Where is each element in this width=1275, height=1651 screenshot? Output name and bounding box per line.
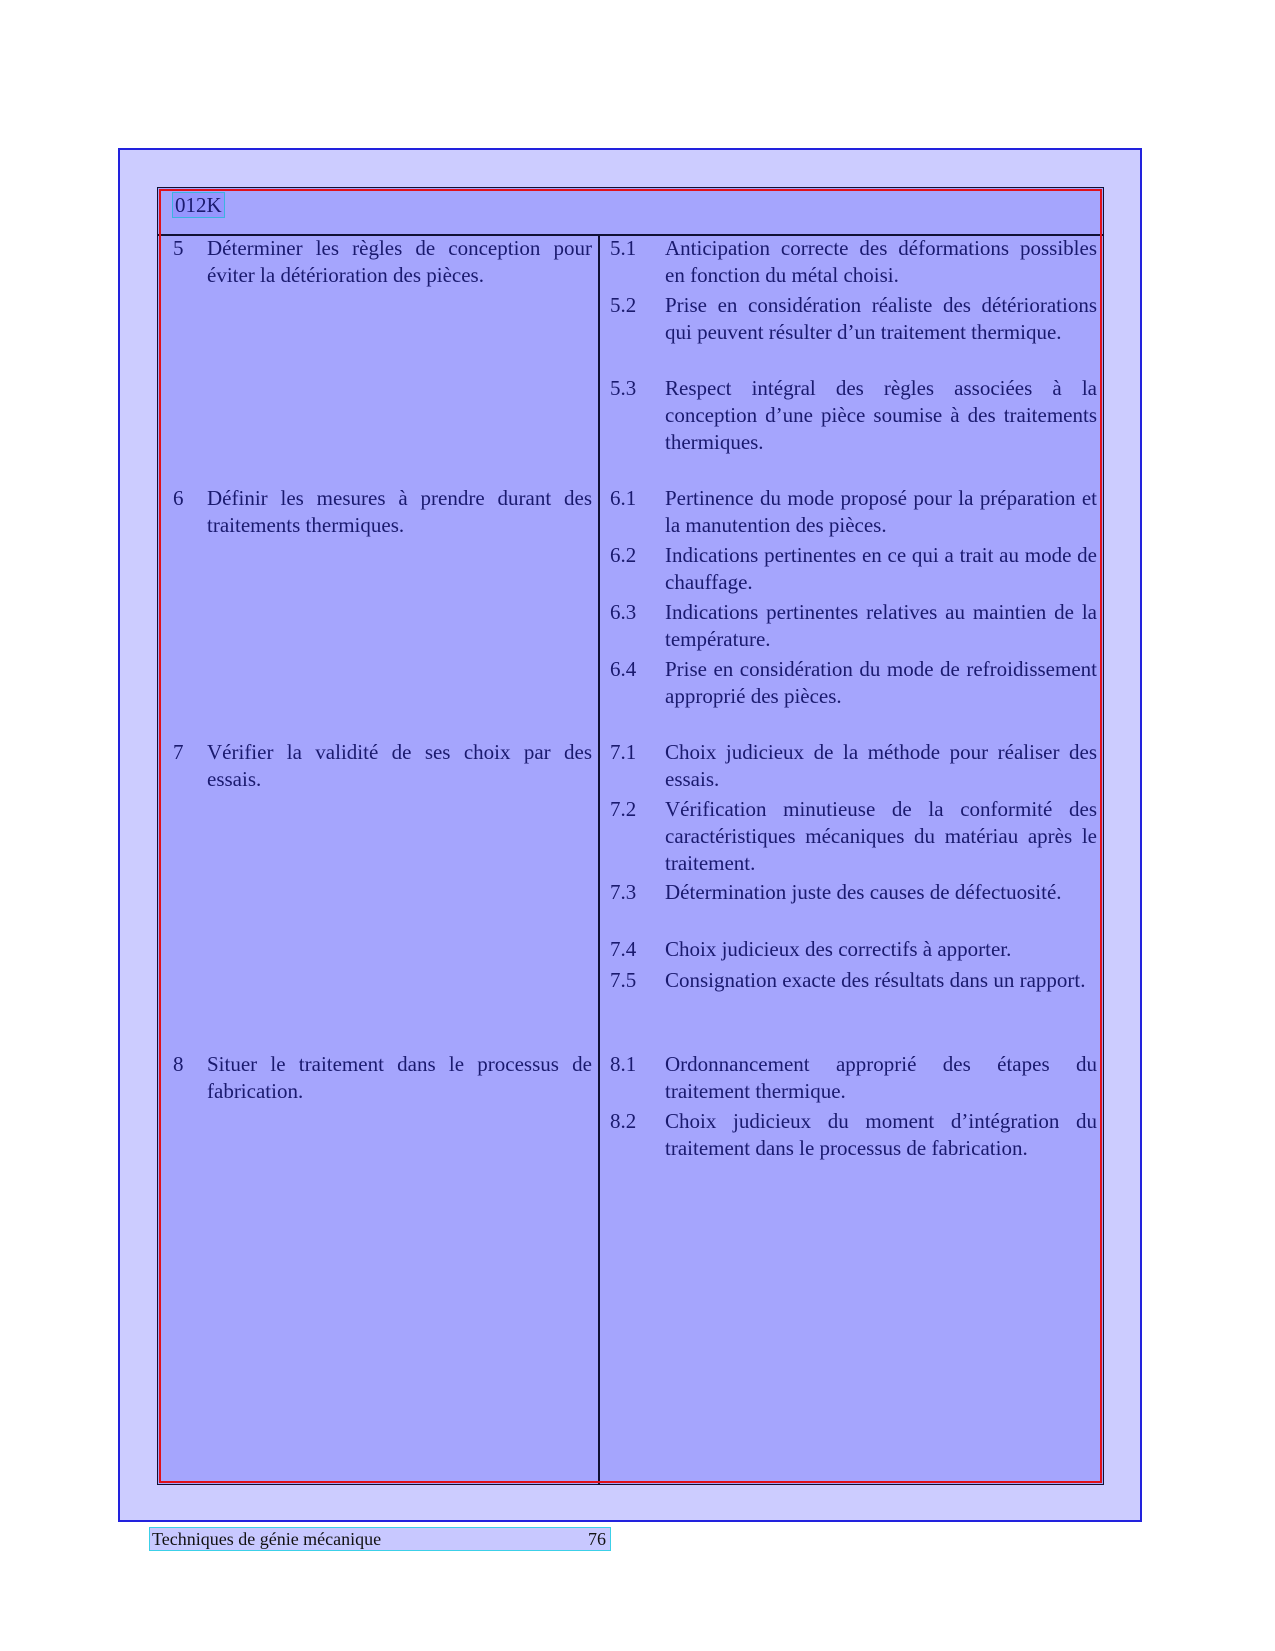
criterion-number: 7.1	[610, 740, 637, 764]
criterion-text: Détermination juste des causes de défectuosité.	[665, 880, 1062, 904]
element-number: 5	[173, 236, 184, 260]
element-text: Déterminer les règles de conception pour éviter la détérioration des pièces.	[207, 236, 592, 287]
element-text: Vérifier la validité de ses choix par des essais.	[207, 740, 592, 791]
criterion-text: Prise en considération du mode de refroidissement approprié des pièces.	[665, 657, 1097, 708]
criterion-text: Prise en considération réaliste des détériorations qui peuvent résulter d’un traitement thermique.	[665, 293, 1097, 344]
criterion-number: 7.5	[610, 968, 637, 992]
criterion-text: Pertinence du mode proposé pour la préparation et la manutention des pièces.	[665, 486, 1097, 537]
criterion-number: 7.4	[610, 937, 637, 961]
criterion-number: 8.2	[610, 1109, 637, 1133]
element-text: Définir les mesures à prendre durant des traitements thermiques.	[207, 486, 592, 537]
criterion-number: 8.1	[610, 1052, 637, 1076]
element-number: 6	[173, 486, 184, 510]
criterion-number: 5.1	[610, 236, 637, 260]
criterion-text: Indications pertinentes relatives au maintien de la température.	[665, 600, 1097, 651]
element-number: 8	[173, 1052, 184, 1076]
criterion-text: Vérification minutieuse de la conformité des caractéristiques mécaniques du matériau après le traitement.	[665, 797, 1097, 875]
criterion-number: 7.2	[610, 797, 637, 821]
criterion-text: Choix judicieux de la méthode pour réaliser des essais.	[665, 740, 1097, 791]
criterion-text: Choix judicieux des correctifs à apporter.	[665, 937, 1012, 961]
element-text: Situer le traitement dans le processus de fabrication.	[207, 1052, 592, 1103]
criterion-text: Choix judicieux du moment d’intégration du traitement dans le processus de fabrication.	[665, 1109, 1097, 1160]
criterion-text: Respect intégral des règles associées à la conception d’une pièce soumise à des traitements thermiques.	[665, 376, 1097, 454]
criterion-text: Ordonnancement approprié des étapes du traitement thermique.	[665, 1052, 1097, 1103]
criterion-number: 6.4	[610, 657, 637, 681]
criterion-number: 7.3	[610, 880, 637, 904]
criterion-number: 5.3	[610, 376, 637, 400]
element-number: 7	[173, 740, 184, 764]
criterion-number: 6.3	[610, 600, 637, 624]
page-footer	[150, 1528, 610, 1550]
criterion-text: Consignation exacte des résultats dans un rapport.	[665, 968, 1086, 992]
criterion-number: 5.2	[610, 293, 637, 317]
criterion-text: Anticipation correcte des déformations possibles en fonction du métal choisi.	[665, 236, 1097, 287]
program-code: 012K	[175, 193, 222, 217]
page-number: 76	[588, 1529, 606, 1549]
criterion-text: Indications pertinentes en ce qui a trait au mode de chauffage.	[665, 543, 1097, 594]
criterion-number: 6.1	[610, 486, 637, 510]
criterion-number: 6.2	[610, 543, 637, 567]
footer-title: Techniques de génie mécanique	[152, 1529, 382, 1549]
column-divider	[598, 235, 600, 1485]
